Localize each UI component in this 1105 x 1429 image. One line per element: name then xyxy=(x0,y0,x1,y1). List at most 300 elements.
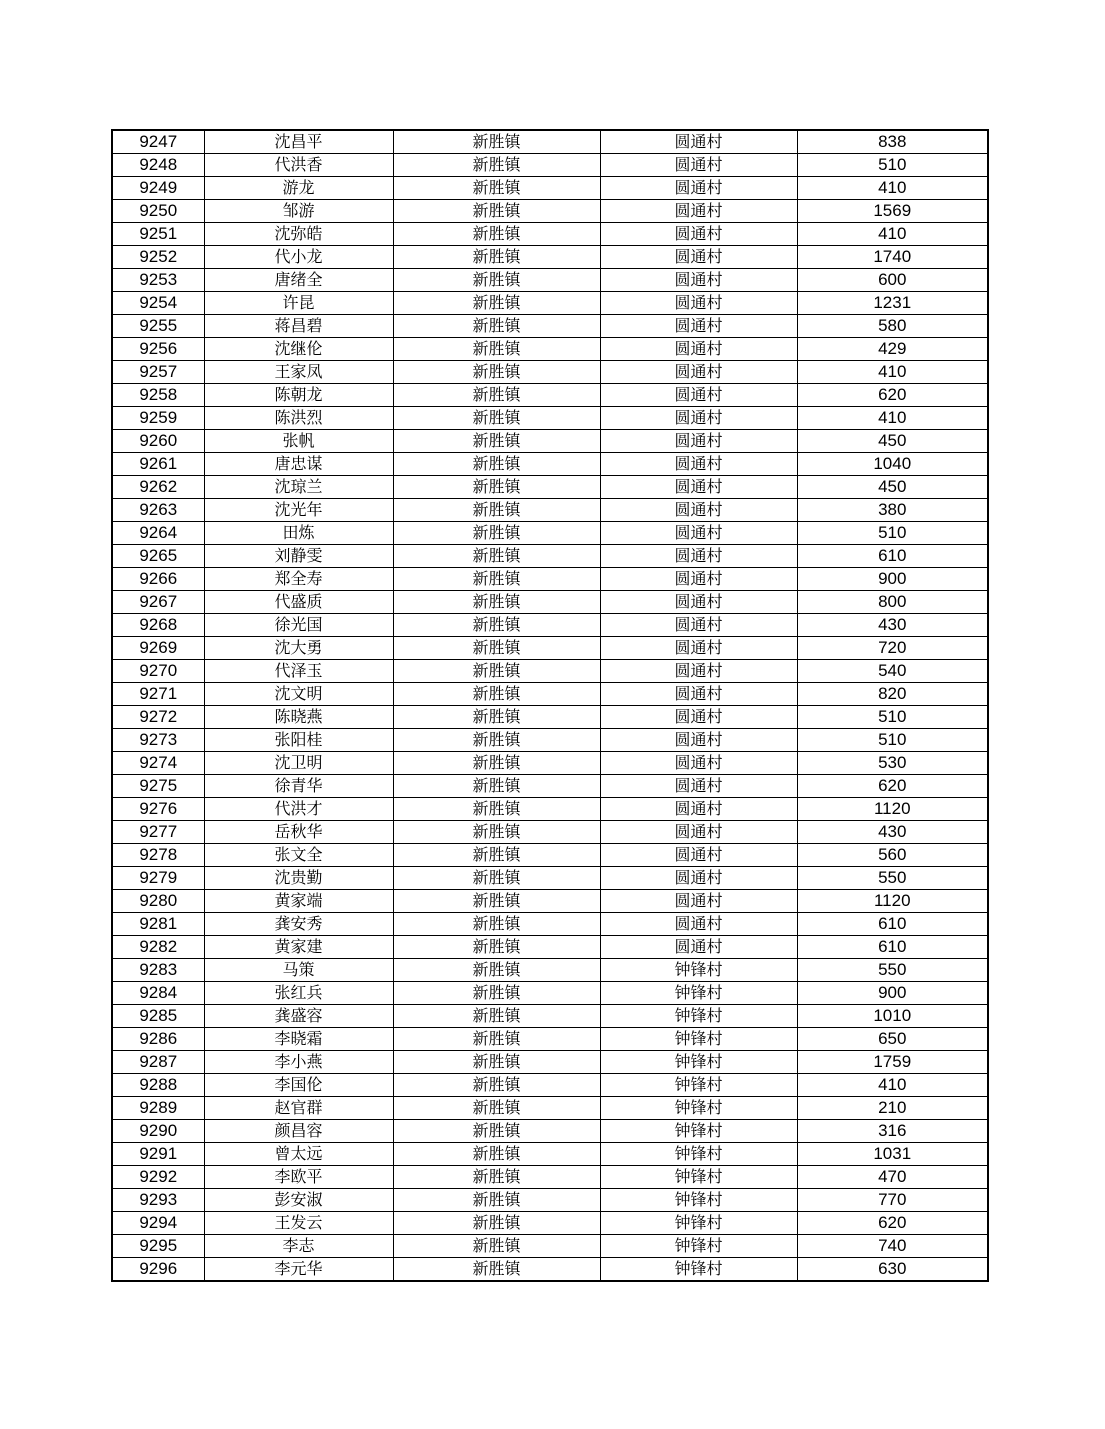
table-row xyxy=(112,292,988,315)
village-cell: 钟锋村 xyxy=(600,982,797,1005)
name-cell: 沈大勇 xyxy=(204,637,393,660)
village-cell: 圆通村 xyxy=(600,798,797,821)
serial-number-cell: 9259 xyxy=(112,407,204,430)
table-row xyxy=(112,660,988,683)
name-cell: 黄家建 xyxy=(204,936,393,959)
table-row xyxy=(112,1005,988,1028)
amount-cell: 600 xyxy=(797,269,988,292)
town-cell: 新胜镇 xyxy=(393,499,600,522)
table-row xyxy=(112,200,988,223)
amount-cell: 610 xyxy=(797,936,988,959)
table-row xyxy=(112,614,988,637)
amount-cell: 410 xyxy=(797,1074,988,1097)
village-cell: 钟锋村 xyxy=(600,959,797,982)
serial-number-cell: 9285 xyxy=(112,1005,204,1028)
table-row xyxy=(112,982,988,1005)
amount-cell: 410 xyxy=(797,361,988,384)
town-cell: 新胜镇 xyxy=(393,706,600,729)
town-cell: 新胜镇 xyxy=(393,614,600,637)
town-cell: 新胜镇 xyxy=(393,1097,600,1120)
serial-number-cell: 9273 xyxy=(112,729,204,752)
name-cell: 李志 xyxy=(204,1235,393,1258)
village-cell: 钟锋村 xyxy=(600,1258,797,1282)
name-cell: 黄家端 xyxy=(204,890,393,913)
table-row xyxy=(112,1097,988,1120)
amount-cell: 450 xyxy=(797,430,988,453)
table-row xyxy=(112,936,988,959)
village-cell: 圆通村 xyxy=(600,384,797,407)
town-cell: 新胜镇 xyxy=(393,867,600,890)
town-cell: 新胜镇 xyxy=(393,1235,600,1258)
village-cell: 圆通村 xyxy=(600,821,797,844)
town-cell: 新胜镇 xyxy=(393,752,600,775)
town-cell: 新胜镇 xyxy=(393,775,600,798)
amount-cell: 450 xyxy=(797,476,988,499)
town-cell: 新胜镇 xyxy=(393,384,600,407)
amount-cell: 1010 xyxy=(797,1005,988,1028)
amount-cell: 620 xyxy=(797,1212,988,1235)
town-cell: 新胜镇 xyxy=(393,913,600,936)
table-row xyxy=(112,476,988,499)
serial-number-cell: 9290 xyxy=(112,1120,204,1143)
serial-number-cell: 9284 xyxy=(112,982,204,1005)
amount-cell: 410 xyxy=(797,177,988,200)
serial-number-cell: 9250 xyxy=(112,200,204,223)
town-cell: 新胜镇 xyxy=(393,361,600,384)
town-cell: 新胜镇 xyxy=(393,591,600,614)
village-cell: 圆通村 xyxy=(600,913,797,936)
town-cell: 新胜镇 xyxy=(393,154,600,177)
town-cell: 新胜镇 xyxy=(393,936,600,959)
table-row xyxy=(112,430,988,453)
name-cell: 李国伦 xyxy=(204,1074,393,1097)
table-row xyxy=(112,798,988,821)
village-cell: 圆通村 xyxy=(600,315,797,338)
amount-cell: 820 xyxy=(797,683,988,706)
name-cell: 陈朝龙 xyxy=(204,384,393,407)
name-cell: 沈琼兰 xyxy=(204,476,393,499)
name-cell: 赵官群 xyxy=(204,1097,393,1120)
village-cell: 钟锋村 xyxy=(600,1005,797,1028)
amount-cell: 210 xyxy=(797,1097,988,1120)
serial-number-cell: 9275 xyxy=(112,775,204,798)
name-cell: 龚安秀 xyxy=(204,913,393,936)
serial-number-cell: 9278 xyxy=(112,844,204,867)
serial-number-cell: 9263 xyxy=(112,499,204,522)
name-cell: 张帆 xyxy=(204,430,393,453)
table-row xyxy=(112,545,988,568)
village-cell: 圆通村 xyxy=(600,729,797,752)
table-row xyxy=(112,269,988,292)
village-cell: 钟锋村 xyxy=(600,1166,797,1189)
name-cell: 王发云 xyxy=(204,1212,393,1235)
village-cell: 圆通村 xyxy=(600,200,797,223)
name-cell: 曾太远 xyxy=(204,1143,393,1166)
village-cell: 圆通村 xyxy=(600,683,797,706)
amount-cell: 1759 xyxy=(797,1051,988,1074)
village-cell: 圆通村 xyxy=(600,292,797,315)
amount-cell: 530 xyxy=(797,752,988,775)
serial-number-cell: 9294 xyxy=(112,1212,204,1235)
serial-number-cell: 9277 xyxy=(112,821,204,844)
town-cell: 新胜镇 xyxy=(393,545,600,568)
village-cell: 圆通村 xyxy=(600,476,797,499)
town-cell: 新胜镇 xyxy=(393,1189,600,1212)
serial-number-cell: 9266 xyxy=(112,568,204,591)
name-cell: 沈卫明 xyxy=(204,752,393,775)
serial-number-cell: 9256 xyxy=(112,338,204,361)
town-cell: 新胜镇 xyxy=(393,1051,600,1074)
town-cell: 新胜镇 xyxy=(393,1028,600,1051)
village-cell: 钟锋村 xyxy=(600,1189,797,1212)
name-cell: 代洪香 xyxy=(204,154,393,177)
table-row xyxy=(112,361,988,384)
amount-cell: 800 xyxy=(797,591,988,614)
village-cell: 圆通村 xyxy=(600,890,797,913)
table-row xyxy=(112,499,988,522)
name-cell: 张红兵 xyxy=(204,982,393,1005)
name-cell: 李小燕 xyxy=(204,1051,393,1074)
village-cell: 圆通村 xyxy=(600,706,797,729)
village-cell: 钟锋村 xyxy=(600,1212,797,1235)
serial-number-cell: 9279 xyxy=(112,867,204,890)
table-row xyxy=(112,384,988,407)
town-cell: 新胜镇 xyxy=(393,729,600,752)
amount-cell: 1120 xyxy=(797,890,988,913)
amount-cell: 550 xyxy=(797,867,988,890)
amount-cell: 650 xyxy=(797,1028,988,1051)
name-cell: 张文全 xyxy=(204,844,393,867)
serial-number-cell: 9262 xyxy=(112,476,204,499)
data-table xyxy=(111,129,989,1282)
serial-number-cell: 9283 xyxy=(112,959,204,982)
table-row xyxy=(112,637,988,660)
amount-cell: 580 xyxy=(797,315,988,338)
amount-cell: 410 xyxy=(797,223,988,246)
name-cell: 唐绪全 xyxy=(204,269,393,292)
village-cell: 圆通村 xyxy=(600,660,797,683)
village-cell: 圆通村 xyxy=(600,844,797,867)
name-cell: 沈昌平 xyxy=(204,130,393,154)
amount-cell: 1231 xyxy=(797,292,988,315)
table-row xyxy=(112,246,988,269)
village-cell: 圆通村 xyxy=(600,338,797,361)
amount-cell: 510 xyxy=(797,154,988,177)
town-cell: 新胜镇 xyxy=(393,844,600,867)
table-row xyxy=(112,683,988,706)
village-cell: 圆通村 xyxy=(600,361,797,384)
village-cell: 圆通村 xyxy=(600,499,797,522)
village-cell: 钟锋村 xyxy=(600,1051,797,1074)
town-cell: 新胜镇 xyxy=(393,292,600,315)
amount-cell: 838 xyxy=(797,130,988,154)
serial-number-cell: 9257 xyxy=(112,361,204,384)
amount-cell: 410 xyxy=(797,407,988,430)
town-cell: 新胜镇 xyxy=(393,1258,600,1282)
name-cell: 李晓霜 xyxy=(204,1028,393,1051)
amount-cell: 1031 xyxy=(797,1143,988,1166)
table-row xyxy=(112,1212,988,1235)
amount-cell: 1569 xyxy=(797,200,988,223)
amount-cell: 1740 xyxy=(797,246,988,269)
amount-cell: 620 xyxy=(797,775,988,798)
serial-number-cell: 9264 xyxy=(112,522,204,545)
name-cell: 陈晓燕 xyxy=(204,706,393,729)
serial-number-cell: 9286 xyxy=(112,1028,204,1051)
amount-cell: 900 xyxy=(797,982,988,1005)
amount-cell: 610 xyxy=(797,913,988,936)
town-cell: 新胜镇 xyxy=(393,683,600,706)
town-cell: 新胜镇 xyxy=(393,1143,600,1166)
name-cell: 唐忠谋 xyxy=(204,453,393,476)
serial-number-cell: 9280 xyxy=(112,890,204,913)
serial-number-cell: 9271 xyxy=(112,683,204,706)
town-cell: 新胜镇 xyxy=(393,890,600,913)
amount-cell: 610 xyxy=(797,545,988,568)
table-row xyxy=(112,453,988,476)
table-row xyxy=(112,223,988,246)
serial-number-cell: 9268 xyxy=(112,614,204,637)
name-cell: 代盛质 xyxy=(204,591,393,614)
village-cell: 圆通村 xyxy=(600,522,797,545)
name-cell: 沈光年 xyxy=(204,499,393,522)
table-row xyxy=(112,568,988,591)
village-cell: 圆通村 xyxy=(600,246,797,269)
town-cell: 新胜镇 xyxy=(393,522,600,545)
village-cell: 圆通村 xyxy=(600,614,797,637)
serial-number-cell: 9255 xyxy=(112,315,204,338)
name-cell: 邹游 xyxy=(204,200,393,223)
name-cell: 代泽玉 xyxy=(204,660,393,683)
table-row xyxy=(112,591,988,614)
name-cell: 颜昌容 xyxy=(204,1120,393,1143)
serial-number-cell: 9251 xyxy=(112,223,204,246)
name-cell: 李欧平 xyxy=(204,1166,393,1189)
table-row xyxy=(112,1051,988,1074)
table-row xyxy=(112,1166,988,1189)
village-cell: 圆通村 xyxy=(600,568,797,591)
serial-number-cell: 9248 xyxy=(112,154,204,177)
table-body xyxy=(112,130,988,1281)
village-cell: 圆通村 xyxy=(600,453,797,476)
town-cell: 新胜镇 xyxy=(393,1166,600,1189)
amount-cell: 720 xyxy=(797,637,988,660)
amount-cell: 510 xyxy=(797,706,988,729)
town-cell: 新胜镇 xyxy=(393,1005,600,1028)
serial-number-cell: 9247 xyxy=(112,130,204,154)
table-row xyxy=(112,522,988,545)
town-cell: 新胜镇 xyxy=(393,959,600,982)
serial-number-cell: 9253 xyxy=(112,269,204,292)
name-cell: 田炼 xyxy=(204,522,393,545)
table-row xyxy=(112,1189,988,1212)
town-cell: 新胜镇 xyxy=(393,453,600,476)
village-cell: 圆通村 xyxy=(600,637,797,660)
table-row xyxy=(112,1028,988,1051)
name-cell: 徐光国 xyxy=(204,614,393,637)
table-row xyxy=(112,407,988,430)
village-cell: 钟锋村 xyxy=(600,1028,797,1051)
table-row xyxy=(112,1074,988,1097)
name-cell: 李元华 xyxy=(204,1258,393,1282)
table-row xyxy=(112,959,988,982)
town-cell: 新胜镇 xyxy=(393,1212,600,1235)
table-row xyxy=(112,1235,988,1258)
serial-number-cell: 9276 xyxy=(112,798,204,821)
serial-number-cell: 9254 xyxy=(112,292,204,315)
serial-number-cell: 9291 xyxy=(112,1143,204,1166)
name-cell: 沈继伦 xyxy=(204,338,393,361)
village-cell: 钟锋村 xyxy=(600,1235,797,1258)
amount-cell: 470 xyxy=(797,1166,988,1189)
amount-cell: 429 xyxy=(797,338,988,361)
serial-number-cell: 9274 xyxy=(112,752,204,775)
village-cell: 圆通村 xyxy=(600,130,797,154)
amount-cell: 430 xyxy=(797,821,988,844)
name-cell: 沈文明 xyxy=(204,683,393,706)
village-cell: 圆通村 xyxy=(600,407,797,430)
village-cell: 圆通村 xyxy=(600,545,797,568)
table-row xyxy=(112,177,988,200)
table-row xyxy=(112,890,988,913)
table-row xyxy=(112,154,988,177)
table-row xyxy=(112,752,988,775)
village-cell: 圆通村 xyxy=(600,430,797,453)
amount-cell: 510 xyxy=(797,729,988,752)
serial-number-cell: 9288 xyxy=(112,1074,204,1097)
village-cell: 圆通村 xyxy=(600,154,797,177)
amount-cell: 770 xyxy=(797,1189,988,1212)
table-row xyxy=(112,706,988,729)
town-cell: 新胜镇 xyxy=(393,430,600,453)
serial-number-cell: 9258 xyxy=(112,384,204,407)
town-cell: 新胜镇 xyxy=(393,177,600,200)
village-cell: 钟锋村 xyxy=(600,1074,797,1097)
town-cell: 新胜镇 xyxy=(393,821,600,844)
table-row xyxy=(112,775,988,798)
serial-number-cell: 9269 xyxy=(112,637,204,660)
amount-cell: 740 xyxy=(797,1235,988,1258)
serial-number-cell: 9249 xyxy=(112,177,204,200)
village-cell: 钟锋村 xyxy=(600,1120,797,1143)
town-cell: 新胜镇 xyxy=(393,130,600,154)
table-row xyxy=(112,1258,988,1282)
name-cell: 陈洪烈 xyxy=(204,407,393,430)
table-row xyxy=(112,1143,988,1166)
serial-number-cell: 9296 xyxy=(112,1258,204,1282)
name-cell: 沈贵勤 xyxy=(204,867,393,890)
name-cell: 马策 xyxy=(204,959,393,982)
amount-cell: 550 xyxy=(797,959,988,982)
amount-cell: 630 xyxy=(797,1258,988,1282)
name-cell: 龚盛容 xyxy=(204,1005,393,1028)
town-cell: 新胜镇 xyxy=(393,246,600,269)
table-row xyxy=(112,844,988,867)
serial-number-cell: 9265 xyxy=(112,545,204,568)
serial-number-cell: 9287 xyxy=(112,1051,204,1074)
serial-number-cell: 9292 xyxy=(112,1166,204,1189)
serial-number-cell: 9272 xyxy=(112,706,204,729)
serial-number-cell: 9267 xyxy=(112,591,204,614)
serial-number-cell: 9252 xyxy=(112,246,204,269)
town-cell: 新胜镇 xyxy=(393,476,600,499)
table-row xyxy=(112,867,988,890)
name-cell: 沈弥皓 xyxy=(204,223,393,246)
serial-number-cell: 9281 xyxy=(112,913,204,936)
village-cell: 圆通村 xyxy=(600,867,797,890)
table-row xyxy=(112,130,988,154)
amount-cell: 430 xyxy=(797,614,988,637)
town-cell: 新胜镇 xyxy=(393,200,600,223)
town-cell: 新胜镇 xyxy=(393,269,600,292)
name-cell: 许昆 xyxy=(204,292,393,315)
town-cell: 新胜镇 xyxy=(393,982,600,1005)
table-row xyxy=(112,338,988,361)
name-cell: 岳秋华 xyxy=(204,821,393,844)
table-row xyxy=(112,821,988,844)
town-cell: 新胜镇 xyxy=(393,660,600,683)
amount-cell: 560 xyxy=(797,844,988,867)
name-cell: 代洪才 xyxy=(204,798,393,821)
name-cell: 郑全寿 xyxy=(204,568,393,591)
village-cell: 圆通村 xyxy=(600,775,797,798)
name-cell: 蒋昌碧 xyxy=(204,315,393,338)
name-cell: 代小龙 xyxy=(204,246,393,269)
amount-cell: 316 xyxy=(797,1120,988,1143)
name-cell: 王家凤 xyxy=(204,361,393,384)
name-cell: 刘静雯 xyxy=(204,545,393,568)
name-cell: 徐青华 xyxy=(204,775,393,798)
village-cell: 圆通村 xyxy=(600,269,797,292)
amount-cell: 380 xyxy=(797,499,988,522)
name-cell: 张阳桂 xyxy=(204,729,393,752)
serial-number-cell: 9260 xyxy=(112,430,204,453)
town-cell: 新胜镇 xyxy=(393,1120,600,1143)
amount-cell: 1120 xyxy=(797,798,988,821)
amount-cell: 620 xyxy=(797,384,988,407)
village-cell: 圆通村 xyxy=(600,591,797,614)
amount-cell: 540 xyxy=(797,660,988,683)
village-cell: 圆通村 xyxy=(600,936,797,959)
serial-number-cell: 9270 xyxy=(112,660,204,683)
serial-number-cell: 9282 xyxy=(112,936,204,959)
town-cell: 新胜镇 xyxy=(393,407,600,430)
village-cell: 圆通村 xyxy=(600,752,797,775)
name-cell: 彭安淑 xyxy=(204,1189,393,1212)
town-cell: 新胜镇 xyxy=(393,637,600,660)
town-cell: 新胜镇 xyxy=(393,315,600,338)
town-cell: 新胜镇 xyxy=(393,798,600,821)
amount-cell: 900 xyxy=(797,568,988,591)
table-row xyxy=(112,729,988,752)
serial-number-cell: 9295 xyxy=(112,1235,204,1258)
village-cell: 圆通村 xyxy=(600,223,797,246)
amount-cell: 1040 xyxy=(797,453,988,476)
table-row xyxy=(112,315,988,338)
table-row xyxy=(112,1120,988,1143)
village-cell: 圆通村 xyxy=(600,177,797,200)
serial-number-cell: 9293 xyxy=(112,1189,204,1212)
table-row xyxy=(112,913,988,936)
town-cell: 新胜镇 xyxy=(393,223,600,246)
village-cell: 钟锋村 xyxy=(600,1143,797,1166)
name-cell: 游龙 xyxy=(204,177,393,200)
town-cell: 新胜镇 xyxy=(393,1074,600,1097)
serial-number-cell: 9289 xyxy=(112,1097,204,1120)
village-cell: 钟锋村 xyxy=(600,1097,797,1120)
town-cell: 新胜镇 xyxy=(393,568,600,591)
serial-number-cell: 9261 xyxy=(112,453,204,476)
